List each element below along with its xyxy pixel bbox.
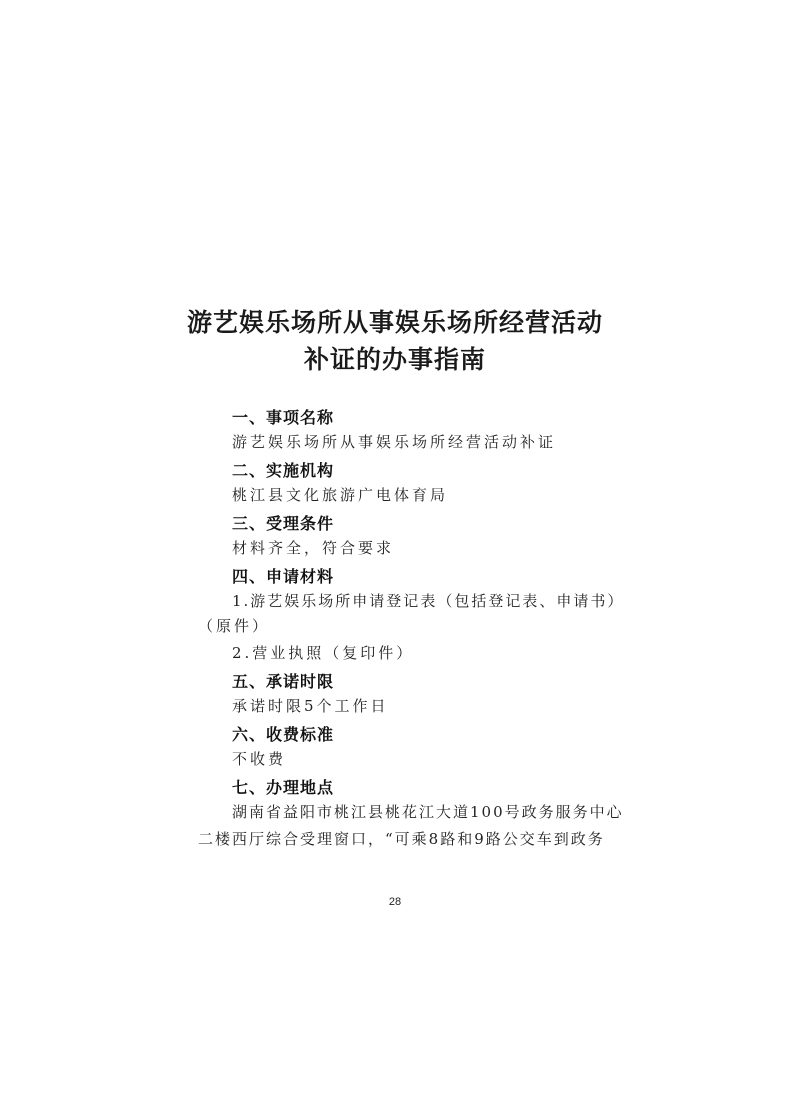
section-heading-location: 七、办理地点 [232,778,335,797]
section-heading-time-limit: 五、承诺时限 [232,672,335,691]
materials-item-1-line-1: 1.游艺娱乐场所申请登记表（包括登记表、申请书） [232,592,625,610]
section-text-fees: 不收费 [232,750,287,768]
section-heading-agency: 二、实施机构 [232,461,335,480]
section-text-location-line-1: 湖南省益阳市桃江县桃花江大道100号政务服务中心 [232,803,624,821]
section-text-item-name: 游艺娱乐场所从事娱乐场所经营活动补证 [232,433,557,451]
materials-item-2: 2.营业执照（复印件） [232,644,415,662]
page-title-line-1: 游艺娱乐场所从事娱乐场所经营活动 [186,308,603,337]
section-heading-fees: 六、收费标准 [232,725,335,744]
section-text-agency: 桃江县文化旅游广电体育局 [232,486,449,504]
section-text-location-line-2: 二楼西厅综合受理窗口，“可乘8路和9路公交车到政务 [198,830,605,848]
section-text-conditions: 材料齐全，符合要求 [232,539,395,557]
page-number: 28 [388,896,402,908]
page-title-line-2: 补证的办事指南 [303,345,486,374]
section-heading-item-name: 一、事项名称 [232,408,335,427]
section-heading-conditions: 三、受理条件 [232,514,335,533]
section-heading-materials: 四、申请材料 [232,567,335,586]
section-text-time-limit: 承诺时限5个工作日 [232,697,389,715]
materials-item-1-line-2: （原件） [198,617,271,635]
